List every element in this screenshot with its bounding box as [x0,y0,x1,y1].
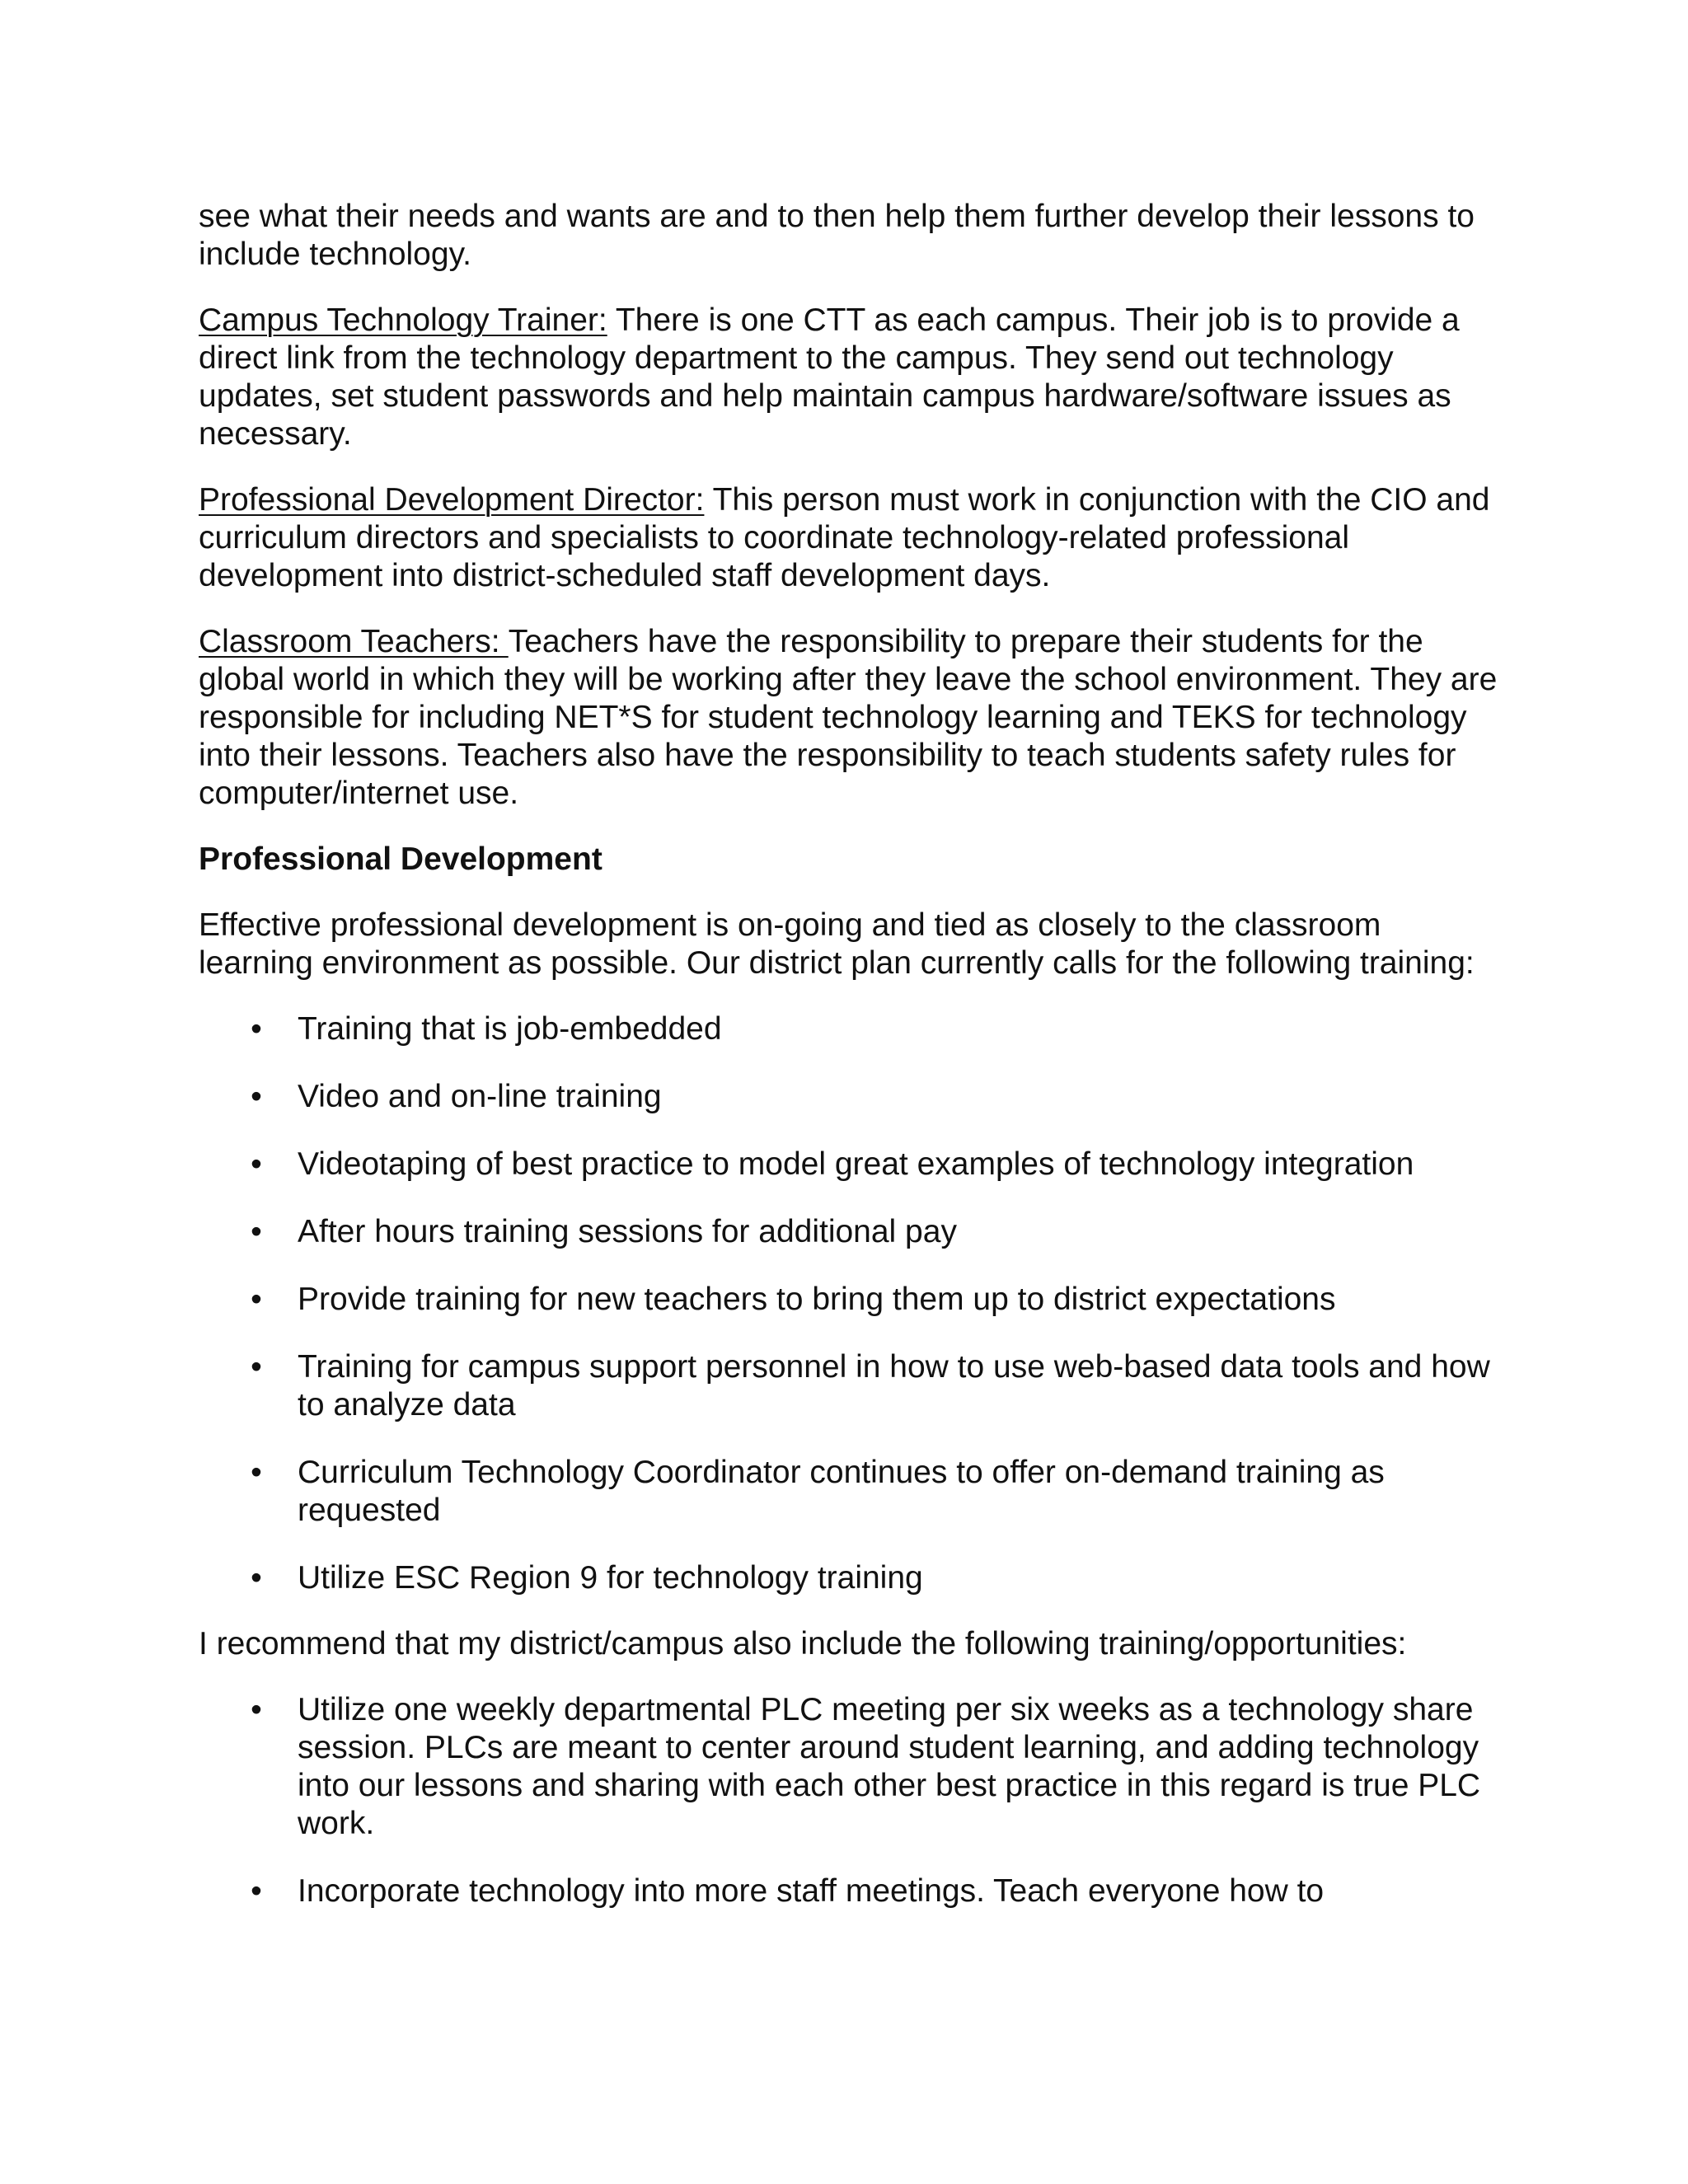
role-description: Teachers have the responsibility to prepare their students for the global world in which they will be working after they leave the school environment. They are responsible for including NET*S for student technology learning and TEKS for technology into their lessons. Teachers also have the responsibility to teach students safety rules for computer/internet use. [199,624,1498,811]
bullet-icon: • [251,1011,262,1047]
list-item: • Videotaping of best practice to model great examples of technology integration [298,1146,1501,1183]
training-list [199,1010,1501,1597]
role-title: Campus Technology Trainer: [199,302,607,338]
recommend-intro: I recommend that my district/campus also include the following training/opportunities: [199,1626,1407,1661]
bullet-icon: • [251,1560,262,1596]
role-professional-development-director [199,481,1501,595]
role-description: There is one CTT as each campus. Their job is to provide a direct link from the technology department to the campus. They send out technology updates, set student passwords and help maintain campus hardware/software issues as necessary. [199,302,1460,452]
role-title: Classroom Teachers: [199,624,509,659]
list-item: • Training for campus support personnel in how to use web-based data tools and how to analyze data [298,1348,1501,1424]
role-title: Professional Development Director: [199,482,705,518]
bullet-icon: • [251,1873,262,1909]
bullet-icon: • [251,1079,262,1114]
section-heading-professional-development: Professional Development [199,841,603,877]
role-description: This person must work in conjunction with the CIO and curriculum directors and specialists to coordinate technology-related professional development into district-scheduled staff development days. [199,482,1490,593]
bullet-icon: • [251,1692,262,1727]
bullet-icon: • [251,1214,262,1249]
list-item: • Training that is job-embedded [298,1010,1501,1048]
pd-paragraph: Effective professional development is on-going and tied as closely to the classroom learning environment as possible. Our district plan currently calls for the following training: [199,907,1475,981]
bullet-icon: • [251,1349,262,1385]
document-body [199,198,1501,1910]
list-item: • Incorporate technology into more staff meetings. Teach everyone how to [298,1872,1501,1910]
recommend-list [199,1691,1501,1910]
role-campus-technology-trainer [199,302,1501,453]
list-item: • After hours training sessions for additional pay [298,1213,1501,1251]
list-item: • Curriculum Technology Coordinator continues to offer on-demand training as requested [298,1454,1501,1530]
bullet-icon: • [251,1282,262,1317]
list-item: • Utilize one weekly departmental PLC meeting per six weeks as a technology share session. PLCs are meant to center around student learning, and adding technology into our lessons and sharing with each other best practice in this regard is true PLC work. [298,1691,1501,1843]
bullet-icon: • [251,1146,262,1182]
list-item: • Utilize ESC Region 9 for technology training [298,1559,1501,1597]
intro-paragraph: see what their needs and wants are and to then help them further develop their lessons to include technology. [199,199,1475,272]
list-item: • Provide training for new teachers to bring them up to district expectations [298,1281,1501,1319]
bullet-icon: • [251,1455,262,1490]
list-item: • Video and on-line training [298,1078,1501,1116]
role-classroom-teachers [199,623,1501,813]
